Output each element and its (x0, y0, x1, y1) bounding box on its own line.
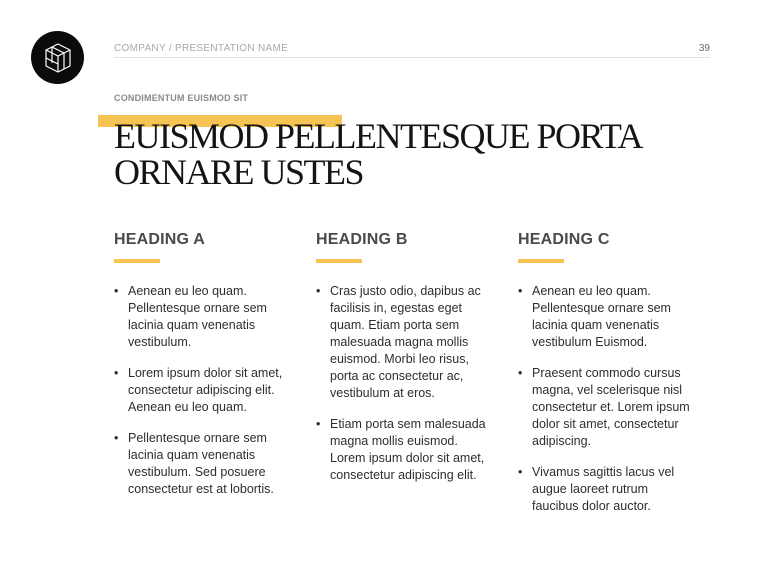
column-heading: HEADING B (316, 231, 408, 248)
heading-underline (316, 259, 362, 263)
bullet-item: • Aenean eu leo quam. Pellentesque ornare sem lacinia quam venenatis vestibulum. (114, 283, 294, 351)
bullet-item: • Lorem ipsum dolor sit amet, consectetur adipiscing elit. Aenean eu leo quam. (114, 365, 294, 416)
column-heading: HEADING A (114, 231, 205, 248)
bullet-item: • Vivamus sagittis lacus vel augue laoreet rutrum faucibus dolor auctor. (518, 464, 698, 515)
slide-title (114, 118, 714, 190)
bullet-item: • Cras justo odio, dapibus ac facilisis in, egestas eget quam. Etiam porta sem malesuada magna mollis euismod. Morbi leo risus, porta ac consectetur ac, vestibulum at eros. (316, 283, 496, 402)
cube-icon (43, 42, 73, 74)
heading-underline (518, 259, 564, 263)
page-number: 39 (698, 43, 710, 54)
bullet-item: • Etiam porta sem malesuada magna mollis euismod. Lorem ipsum dolor sit amet, consectetur adipiscing elit. (316, 416, 496, 484)
bullet-item: • Pellentesque ornare sem lacinia quam venenatis vestibulum. Sed posuere consectetur est at lobortis. (114, 430, 294, 498)
heading-underline (114, 259, 160, 263)
company-logo (31, 31, 84, 84)
bullet-item: • Aenean eu leo quam. Pellentesque ornare sem lacinia quam venenatis vestibulum Euismod. (518, 283, 698, 351)
column-b (316, 230, 496, 498)
column-a (114, 230, 294, 512)
bullet-list (114, 283, 294, 498)
column-heading: HEADING C (518, 231, 610, 248)
slide-title-line-1: EUISMOD PELLENTESQUE PORTA (114, 116, 642, 156)
slide-title-line-2: ORNARE USTES (114, 152, 364, 192)
slide-subtitle: CONDIMENTUM EUISMOD SIT (114, 93, 249, 103)
column-c (518, 230, 698, 529)
header-divider (114, 57, 710, 58)
bullet-list (518, 283, 698, 515)
bullet-item: • Praesent commodo cursus magna, vel scelerisque nisl consectetur et. Lorem ipsum dolor sit amet, consectetur adipiscing. (518, 365, 698, 450)
company-presentation-name: COMPANY / PRESENTATION NAME (114, 43, 289, 54)
bullet-list (316, 283, 496, 484)
